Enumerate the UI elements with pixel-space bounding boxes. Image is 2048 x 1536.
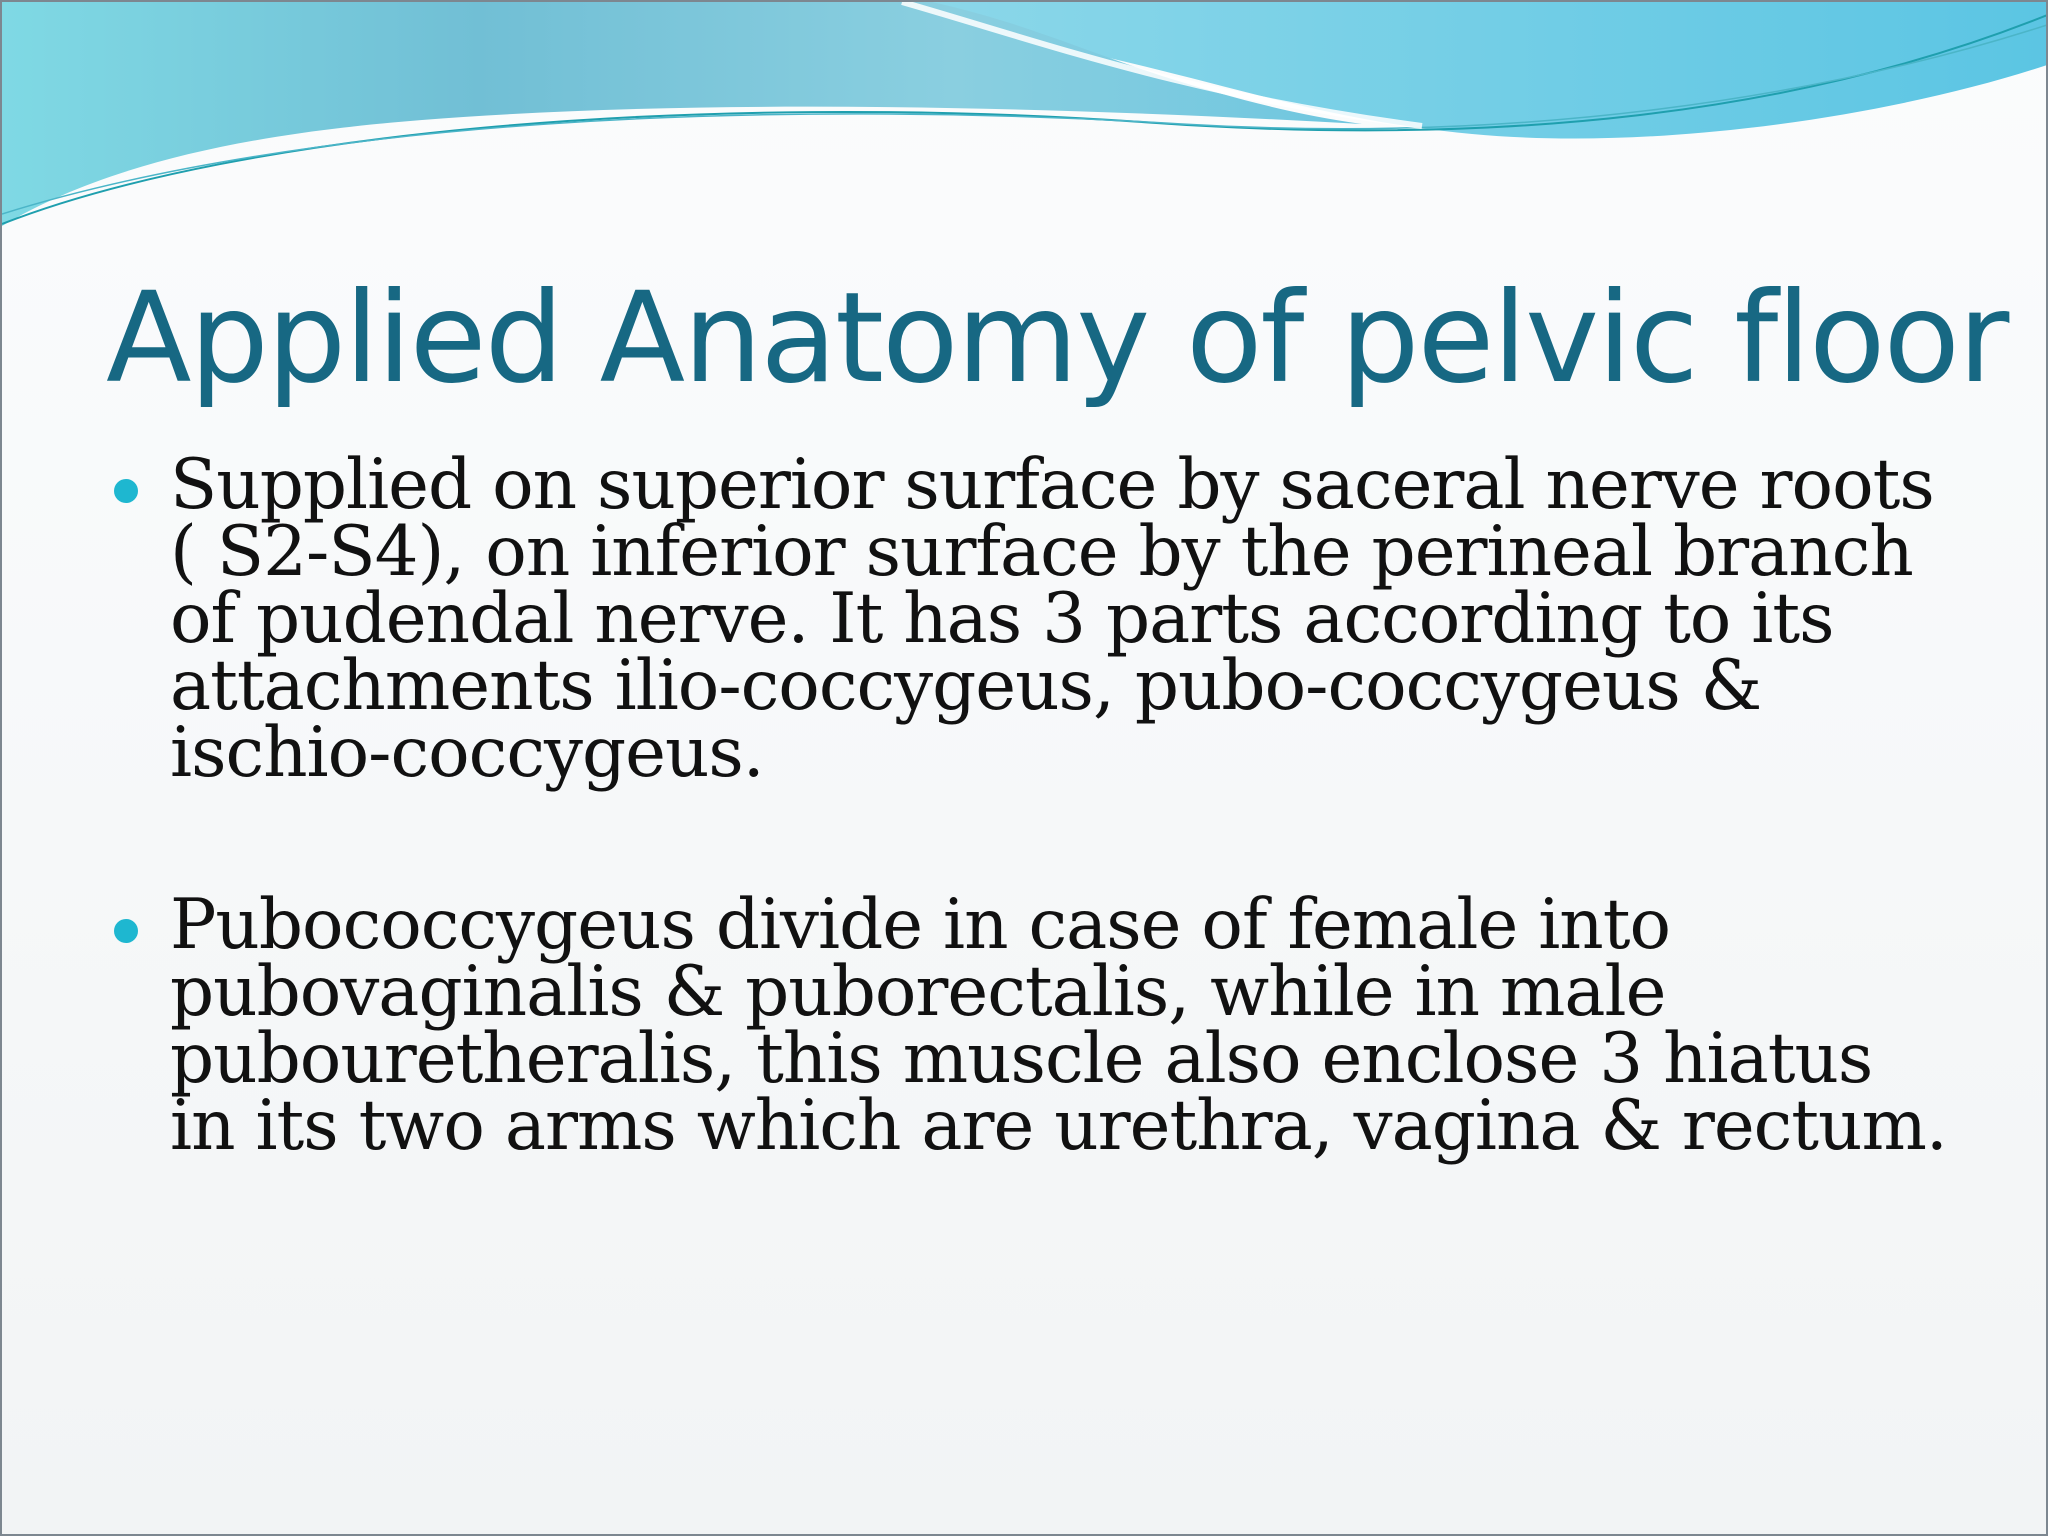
bullet-dot-icon (114, 919, 138, 943)
bullet-text: Pubococcygeus divide in case of female into pubovaginalis & puborectalis, while in male pubouretheralis, this muscle also enclose 3 hiatus in its two arms which are urethra, vagina & rectum. (170, 885, 1947, 1166)
bullet-dot-icon (114, 479, 138, 503)
bullet-list (108, 445, 1948, 1166)
bullet-item (108, 445, 1948, 793)
header-wave-decoration (2, 2, 2048, 242)
bullet-text: Supplied on superior surface by saceral nerve roots ( S2-S4), on inferior surface by the perineal branch of pudendal nerve. It has 3 parts according to its attachments ilio-coccygeus, pubo-coccygeus & ischio-coccygeus. (170, 445, 1934, 793)
bullet-item (108, 885, 1948, 1166)
slide-title: Applied Anatomy of pelvic floor (106, 266, 2008, 411)
